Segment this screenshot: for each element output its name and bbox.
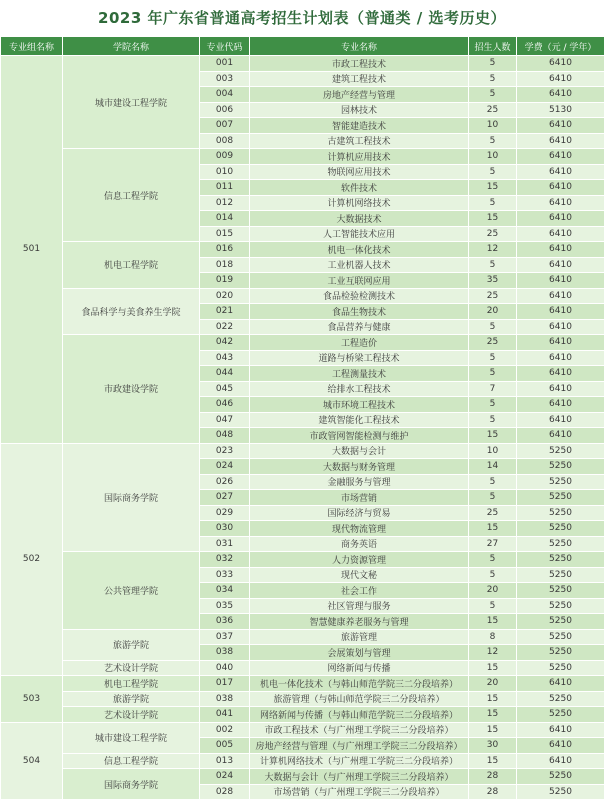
enrollment-count-cell: 15 — [469, 614, 517, 630]
enrollment-count-cell: 35 — [469, 273, 517, 289]
major-code-cell: 040 — [200, 660, 250, 676]
major-name-cell: 工程造价 — [250, 335, 469, 351]
tuition-cell: 5250 — [517, 645, 604, 661]
major-code-cell: 043 — [200, 350, 250, 366]
college-name-cell: 公共管理学院 — [63, 552, 200, 630]
major-code-cell: 033 — [200, 567, 250, 583]
table-row — [1, 242, 604, 258]
major-code-cell: 002 — [200, 722, 250, 738]
major-code-cell: 006 — [200, 102, 250, 118]
major-code-cell: 011 — [200, 180, 250, 196]
tuition-cell: 6410 — [517, 180, 604, 196]
group-name-cell: 502 — [1, 443, 63, 676]
enrollment-count-cell: 14 — [469, 459, 517, 475]
major-code-cell: 018 — [200, 257, 250, 273]
major-code-cell: 024 — [200, 769, 250, 785]
major-name-cell: 智能建造技术 — [250, 118, 469, 134]
major-code-cell: 019 — [200, 273, 250, 289]
table-row — [1, 769, 604, 785]
enrollment-count-cell: 5 — [469, 552, 517, 568]
tuition-cell: 6410 — [517, 304, 604, 320]
tuition-cell: 5250 — [517, 583, 604, 599]
tuition-cell: 6410 — [517, 412, 604, 428]
major-name-cell: 现代文秘 — [250, 567, 469, 583]
major-code-cell: 031 — [200, 536, 250, 552]
table-row — [1, 56, 604, 72]
tuition-cell: 5250 — [517, 598, 604, 614]
tuition-cell: 5250 — [517, 505, 604, 521]
tuition-cell: 5250 — [517, 614, 604, 630]
enrollment-count-cell: 15 — [469, 211, 517, 227]
tuition-cell: 5250 — [517, 769, 604, 785]
tuition-cell: 6410 — [517, 397, 604, 413]
major-name-cell: 社区管理与服务 — [250, 598, 469, 614]
major-name-cell: 古建筑工程技术 — [250, 133, 469, 149]
tuition-cell: 6410 — [517, 71, 604, 87]
tuition-cell: 6410 — [517, 87, 604, 103]
major-name-cell: 市政管网智能检测与维护 — [250, 428, 469, 444]
major-name-cell: 计算机网络技术（与广州理工学院三二分段培养） — [250, 753, 469, 769]
table-row — [1, 552, 604, 568]
major-code-cell: 009 — [200, 149, 250, 165]
major-code-cell: 020 — [200, 288, 250, 304]
major-name-cell: 大数据与会计（与广州理工学院三二分段培养） — [250, 769, 469, 785]
tuition-cell: 6410 — [517, 164, 604, 180]
tuition-cell: 6410 — [517, 753, 604, 769]
enrollment-count-cell: 5 — [469, 412, 517, 428]
enrollment-count-cell: 15 — [469, 660, 517, 676]
college-name-cell: 机电工程学院 — [63, 676, 200, 692]
major-code-cell: 028 — [200, 784, 250, 800]
college-name-cell: 艺术设计学院 — [63, 707, 200, 723]
enrollment-count-cell: 5 — [469, 164, 517, 180]
college-name-cell: 食品科学与美食养生学院 — [63, 288, 200, 335]
tuition-cell: 5250 — [517, 567, 604, 583]
enrollment-count-cell: 20 — [469, 676, 517, 692]
major-name-cell: 大数据与会计 — [250, 443, 469, 459]
enrollment-count-cell: 5 — [469, 474, 517, 490]
major-code-cell: 008 — [200, 133, 250, 149]
enrollment-count-cell: 5 — [469, 257, 517, 273]
major-code-cell: 029 — [200, 505, 250, 521]
enrollment-count-cell: 8 — [469, 629, 517, 645]
college-name-cell: 城市建设工程学院 — [63, 56, 200, 149]
table-row — [1, 691, 604, 707]
enrollment-count-cell: 5 — [469, 366, 517, 382]
major-name-cell: 工程测量技术 — [250, 366, 469, 382]
tuition-cell: 5130 — [517, 102, 604, 118]
header-code: 专业代码 — [200, 37, 250, 56]
major-name-cell: 机电一体化技术（与韩山师范学院三二分段培养） — [250, 676, 469, 692]
tuition-cell: 6410 — [517, 211, 604, 227]
major-code-cell: 023 — [200, 443, 250, 459]
enrollment-count-cell: 25 — [469, 335, 517, 351]
enrollment-count-cell: 15 — [469, 691, 517, 707]
major-code-cell: 038 — [200, 691, 250, 707]
tuition-cell: 5250 — [517, 474, 604, 490]
header-group: 专业组名称 — [1, 37, 63, 56]
tuition-cell: 6410 — [517, 722, 604, 738]
major-name-cell: 计算机网络技术 — [250, 195, 469, 211]
college-name-cell: 市政建设学院 — [63, 335, 200, 444]
major-name-cell: 软件技术 — [250, 180, 469, 196]
enrollment-count-cell: 15 — [469, 521, 517, 537]
enrollment-plan-table — [0, 36, 604, 800]
major-name-cell: 建筑智能化工程技术 — [250, 412, 469, 428]
tuition-cell: 6410 — [517, 381, 604, 397]
major-name-cell: 物联网应用技术 — [250, 164, 469, 180]
major-code-cell: 003 — [200, 71, 250, 87]
college-name-cell: 艺术设计学院 — [63, 660, 200, 676]
enrollment-count-cell: 15 — [469, 753, 517, 769]
major-name-cell: 房地产经营与管理（与广州理工学院三二分段培养） — [250, 738, 469, 754]
enrollment-count-cell: 5 — [469, 71, 517, 87]
major-code-cell: 044 — [200, 366, 250, 382]
tuition-cell: 5250 — [517, 443, 604, 459]
enrollment-count-cell: 30 — [469, 738, 517, 754]
enrollment-count-cell: 20 — [469, 304, 517, 320]
tuition-cell: 6410 — [517, 257, 604, 273]
enrollment-count-cell: 25 — [469, 226, 517, 242]
tuition-cell: 5250 — [517, 490, 604, 506]
enrollment-count-cell: 5 — [469, 87, 517, 103]
tuition-cell: 6410 — [517, 56, 604, 72]
major-code-cell: 041 — [200, 707, 250, 723]
major-name-cell: 园林技术 — [250, 102, 469, 118]
tuition-cell: 6410 — [517, 676, 604, 692]
major-name-cell: 食品营养与健康 — [250, 319, 469, 335]
major-name-cell: 社会工作 — [250, 583, 469, 599]
major-name-cell: 工业互联网应用 — [250, 273, 469, 289]
tuition-cell: 5250 — [517, 691, 604, 707]
table-row — [1, 443, 604, 459]
major-code-cell: 005 — [200, 738, 250, 754]
tuition-cell: 6410 — [517, 350, 604, 366]
enrollment-count-cell: 5 — [469, 567, 517, 583]
major-name-cell: 智慧健康养老服务与管理 — [250, 614, 469, 630]
major-name-cell: 市政工程技术（与广州理工学院三二分段培养） — [250, 722, 469, 738]
tuition-cell: 6410 — [517, 288, 604, 304]
enrollment-count-cell: 10 — [469, 443, 517, 459]
major-name-cell: 市场营销 — [250, 490, 469, 506]
major-name-cell: 建筑工程技术 — [250, 71, 469, 87]
group-name-cell: 504 — [1, 722, 63, 800]
major-name-cell: 机电一体化技术 — [250, 242, 469, 258]
enrollment-count-cell: 15 — [469, 707, 517, 723]
major-name-cell: 人力资源管理 — [250, 552, 469, 568]
page-title: 2023 年广东省普通高考招生计划表（普通类 / 选考历史） — [98, 9, 506, 27]
major-name-cell: 市政工程技术 — [250, 56, 469, 72]
enrollment-count-cell: 15 — [469, 428, 517, 444]
header-major: 专业名称 — [250, 37, 469, 56]
enrollment-count-cell: 7 — [469, 381, 517, 397]
college-name-cell: 旅游学院 — [63, 629, 200, 660]
major-code-cell: 037 — [200, 629, 250, 645]
tuition-cell: 5250 — [517, 629, 604, 645]
college-name-cell: 信息工程学院 — [63, 753, 200, 769]
enrollment-count-cell: 5 — [469, 56, 517, 72]
enrollment-count-cell: 5 — [469, 598, 517, 614]
major-name-cell: 网络新闻与传播 — [250, 660, 469, 676]
major-code-cell: 010 — [200, 164, 250, 180]
tuition-cell: 5250 — [517, 660, 604, 676]
tuition-cell: 6410 — [517, 738, 604, 754]
enrollment-count-cell: 5 — [469, 133, 517, 149]
enrollment-count-cell: 5 — [469, 397, 517, 413]
major-name-cell: 食品检验检测技术 — [250, 288, 469, 304]
major-name-cell: 人工智能技术应用 — [250, 226, 469, 242]
college-name-cell: 信息工程学院 — [63, 149, 200, 242]
major-code-cell: 024 — [200, 459, 250, 475]
major-code-cell: 046 — [200, 397, 250, 413]
tuition-cell: 6410 — [517, 118, 604, 134]
major-code-cell: 042 — [200, 335, 250, 351]
tuition-cell: 6410 — [517, 273, 604, 289]
enrollment-count-cell: 28 — [469, 769, 517, 785]
major-name-cell: 旅游管理（与韩山师范学院三二分段培养） — [250, 691, 469, 707]
enrollment-count-cell: 28 — [469, 784, 517, 800]
major-code-cell: 048 — [200, 428, 250, 444]
header-count: 招生人数 — [469, 37, 517, 56]
enrollment-count-cell: 5 — [469, 319, 517, 335]
tuition-cell: 5250 — [517, 459, 604, 475]
college-name-cell: 旅游学院 — [63, 691, 200, 707]
table-row — [1, 676, 604, 692]
table-row — [1, 149, 604, 165]
enrollment-count-cell: 25 — [469, 505, 517, 521]
major-name-cell: 道路与桥梁工程技术 — [250, 350, 469, 366]
major-name-cell: 商务英语 — [250, 536, 469, 552]
group-name-cell: 503 — [1, 676, 63, 723]
major-code-cell: 035 — [200, 598, 250, 614]
major-code-cell: 015 — [200, 226, 250, 242]
tuition-cell: 6410 — [517, 195, 604, 211]
major-name-cell: 现代物流管理 — [250, 521, 469, 537]
tuition-cell: 6410 — [517, 149, 604, 165]
major-code-cell: 007 — [200, 118, 250, 134]
major-code-cell: 032 — [200, 552, 250, 568]
tuition-cell: 5250 — [517, 784, 604, 800]
major-name-cell: 国际经济与贸易 — [250, 505, 469, 521]
major-code-cell: 013 — [200, 753, 250, 769]
major-code-cell: 038 — [200, 645, 250, 661]
tuition-cell: 5250 — [517, 552, 604, 568]
college-name-cell: 国际商务学院 — [63, 769, 200, 800]
major-name-cell: 大数据技术 — [250, 211, 469, 227]
tuition-cell: 6410 — [517, 366, 604, 382]
major-code-cell: 047 — [200, 412, 250, 428]
enrollment-count-cell: 12 — [469, 242, 517, 258]
major-code-cell: 017 — [200, 676, 250, 692]
enrollment-count-cell: 15 — [469, 722, 517, 738]
major-code-cell: 012 — [200, 195, 250, 211]
tuition-cell: 6410 — [517, 133, 604, 149]
major-name-cell: 房地产经营与管理 — [250, 87, 469, 103]
major-name-cell: 工业机器人技术 — [250, 257, 469, 273]
major-code-cell: 045 — [200, 381, 250, 397]
table-header-row — [1, 37, 604, 56]
table-row — [1, 753, 604, 769]
major-name-cell: 食品生物技术 — [250, 304, 469, 320]
tuition-cell: 6410 — [517, 428, 604, 444]
major-code-cell: 026 — [200, 474, 250, 490]
major-code-cell: 022 — [200, 319, 250, 335]
header-tuition: 学费（元 / 学年） — [517, 37, 604, 56]
major-name-cell: 金融服务与管理 — [250, 474, 469, 490]
enrollment-count-cell: 5 — [469, 195, 517, 211]
college-name-cell: 机电工程学院 — [63, 242, 200, 289]
major-code-cell: 034 — [200, 583, 250, 599]
major-name-cell: 市场营销（与广州理工学院三二分段培养） — [250, 784, 469, 800]
enrollment-count-cell: 27 — [469, 536, 517, 552]
tuition-cell: 5250 — [517, 536, 604, 552]
major-name-cell: 大数据与财务管理 — [250, 459, 469, 475]
tuition-cell: 6410 — [517, 319, 604, 335]
major-name-cell: 旅游管理 — [250, 629, 469, 645]
tuition-cell: 5250 — [517, 707, 604, 723]
major-code-cell: 014 — [200, 211, 250, 227]
major-code-cell: 027 — [200, 490, 250, 506]
major-name-cell: 城市环境工程技术 — [250, 397, 469, 413]
group-name-cell: 501 — [1, 56, 63, 444]
table-row — [1, 707, 604, 723]
major-code-cell: 036 — [200, 614, 250, 630]
enrollment-count-cell: 5 — [469, 350, 517, 366]
major-name-cell: 给排水工程技术 — [250, 381, 469, 397]
table-row — [1, 288, 604, 304]
enrollment-count-cell: 12 — [469, 645, 517, 661]
major-code-cell: 021 — [200, 304, 250, 320]
enrollment-count-cell: 25 — [469, 288, 517, 304]
enrollment-count-cell: 25 — [469, 102, 517, 118]
major-code-cell: 030 — [200, 521, 250, 537]
enrollment-count-cell: 5 — [469, 490, 517, 506]
table-row — [1, 335, 604, 351]
table-row — [1, 722, 604, 738]
major-code-cell: 004 — [200, 87, 250, 103]
header-college: 学院名称 — [63, 37, 200, 56]
major-name-cell: 网络新闻与传播（与韩山师范学院三二分段培养） — [250, 707, 469, 723]
tuition-cell: 6410 — [517, 226, 604, 242]
major-code-cell: 016 — [200, 242, 250, 258]
tuition-cell: 6410 — [517, 335, 604, 351]
enrollment-count-cell: 20 — [469, 583, 517, 599]
enrollment-count-cell: 10 — [469, 118, 517, 134]
enrollment-count-cell: 10 — [469, 149, 517, 165]
college-name-cell: 城市建设工程学院 — [63, 722, 200, 753]
college-name-cell: 国际商务学院 — [63, 443, 200, 552]
tuition-cell: 5250 — [517, 521, 604, 537]
enrollment-count-cell: 15 — [469, 180, 517, 196]
major-code-cell: 001 — [200, 56, 250, 72]
major-name-cell: 会展策划与管理 — [250, 645, 469, 661]
table-row — [1, 629, 604, 645]
table-body — [1, 56, 604, 800]
major-name-cell: 计算机应用技术 — [250, 149, 469, 165]
tuition-cell: 6410 — [517, 242, 604, 258]
table-row — [1, 660, 604, 676]
